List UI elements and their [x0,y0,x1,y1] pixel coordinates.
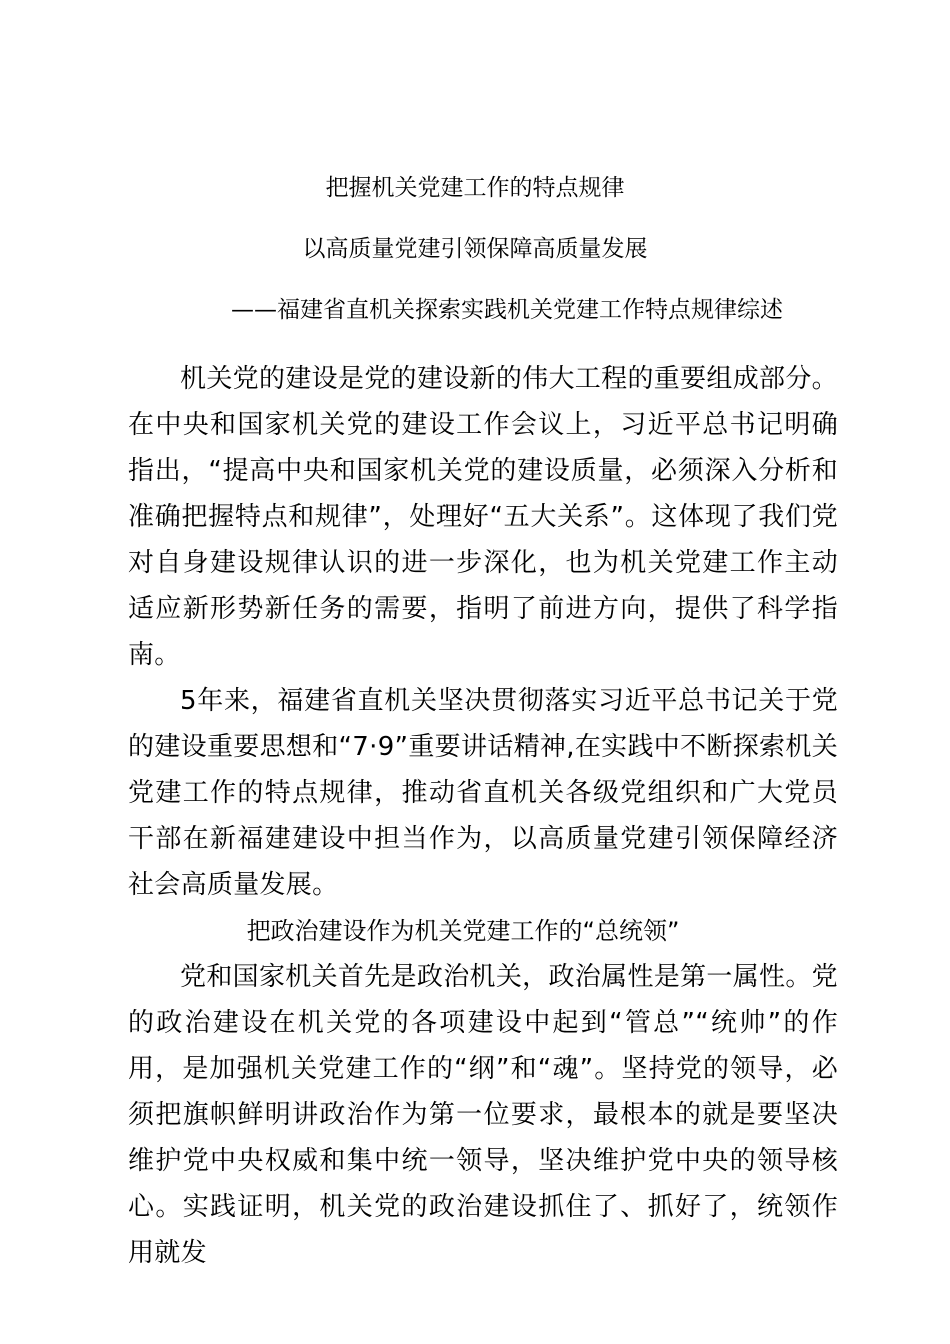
document-body [128,356,838,1276]
title-block [0,173,950,356]
section-heading: 把政治建设作为机关党建工作的“总统领” [246,917,680,945]
paragraph-3: 党和国家机关首先是政治机关，政治属性是第一属性。党的政治建设在机关党的各项建设中起到“管总”“统帅”的作用，是加强机关党建工作的“纲”和“魂”。坚持党的领导，必须把旗帜鲜明讲政治作为第一位要求，最根本的就是要坚决维护党中央权威和集中统一领导，坚决维护党中央的领导核心。实践证明，机关党的政治建设抓住了、抓好了，统领作用就发 [128,962,838,1268]
paragraph-1: 机关党的建设是党的建设新的伟大工程的重要组成部分。在中央和国家机关党的建设工作会议上，习近平总书记明确指出，“提高中央和国家机关党的建设质量，必须深入分析和准确把握特点和规律”，处理好“五大关系”。这体现了我们党对自身建设规律认识的进一步深化，也为机关党建工作主动适应新形势新任务的需要，指明了前进方向，提供了科学指南。 [128,364,838,670]
title-line-1: 把握机关党建工作的特点规律 [325,175,625,201]
title-line-2: 以高质量党建引领保障高质量发展 [302,236,648,262]
subtitle-line: ——福建省直机关探索实践机关党建工作特点规律综述 [231,297,783,323]
paragraph-2: 5年来，福建省直机关坚决贯彻落实习近平总书记关于党的建设重要思想和“7·9”重要讲话精神,在实践中不断探索机关党建工作的特点规律，推动省直机关各级党组织和广大党员干部在新福建建设中担当作为，以高质量党建引领保障经济社会高质量发展。 [128,686,838,900]
